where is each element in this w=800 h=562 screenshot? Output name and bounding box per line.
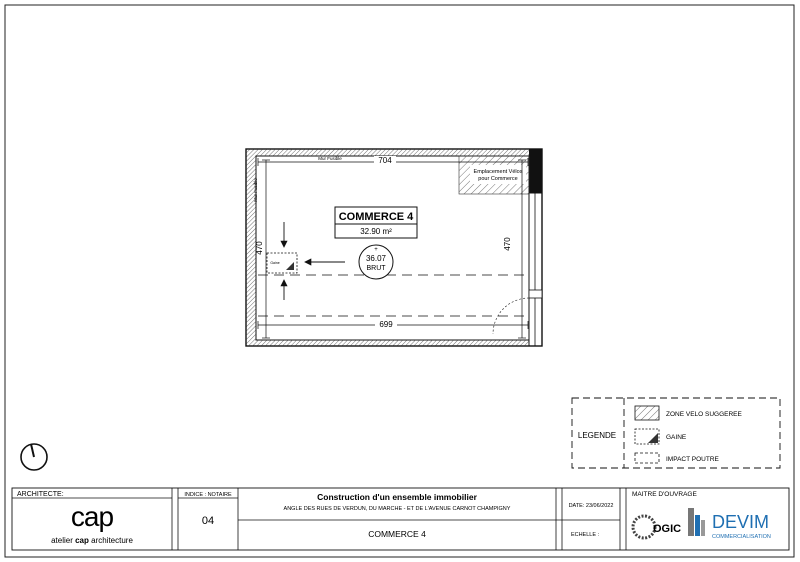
wall-top-label: Mur Fusible bbox=[318, 156, 342, 161]
architect-logo: cap bbox=[70, 501, 114, 532]
devim-logo bbox=[688, 508, 771, 540]
facade-glazing bbox=[529, 193, 542, 346]
gross-area-label: BRUT bbox=[366, 265, 386, 272]
gross-area-plus: + bbox=[374, 247, 378, 253]
dim-right-label: 470 bbox=[503, 237, 512, 251]
gross-area-value: 36.07 bbox=[365, 254, 387, 263]
room-area: 32.90 m² bbox=[360, 227, 392, 236]
facade-pillar bbox=[529, 149, 542, 193]
floor-plan bbox=[246, 149, 542, 346]
legend-item-label: GAINE bbox=[666, 434, 687, 441]
dim-left-label: 470 bbox=[255, 241, 264, 255]
svg-text:OGIC: OGIC bbox=[653, 523, 682, 535]
index-label: INDICE : NOTAIRE bbox=[184, 492, 232, 498]
project-address: ANGLE DES RUES DE VERDUN, DU MARCHE - ET DE L'AVENUE CARNOT CHAMPIGNY bbox=[283, 506, 511, 512]
room-name: COMMERCE 4 bbox=[338, 211, 414, 223]
date-label: DATE: 23/06/2022 bbox=[568, 503, 614, 509]
door-frame bbox=[529, 290, 542, 298]
gaine-label: Gaine bbox=[270, 261, 280, 265]
north-arrow-icon bbox=[21, 444, 47, 470]
dim-bottom-label: 699 bbox=[379, 320, 393, 329]
architect-name: atelier cap architecture bbox=[51, 536, 133, 545]
ogic-logo bbox=[633, 516, 681, 538]
svg-text:COMMERCIALISATION: COMMERCIALISATION bbox=[712, 534, 771, 540]
owner-label: MAITRE D'OUVRAGE bbox=[632, 491, 697, 498]
dim-top-label: 704 bbox=[378, 156, 392, 165]
bike-zone-text-2: pour Commerce bbox=[478, 176, 518, 182]
legend bbox=[572, 398, 780, 468]
dashed-rect-icon bbox=[635, 453, 659, 463]
legend-title: LEGENDE bbox=[577, 431, 617, 440]
legend-item-label: IMPACT POUTRE bbox=[666, 456, 719, 463]
hatched-square-icon bbox=[635, 406, 659, 420]
wall-left-label: Mur Fusible bbox=[253, 178, 258, 202]
bike-zone-text-1: Emplacement Vélos bbox=[473, 169, 523, 175]
scale-label: ECHELLE : bbox=[570, 532, 600, 538]
project-title: Construction d'un ensemble immobilier bbox=[317, 492, 477, 502]
wall-top-fill bbox=[246, 149, 529, 156]
drawing-name: COMMERCE 4 bbox=[368, 529, 426, 539]
architect-label: ARCHITECTE: bbox=[17, 491, 64, 498]
title-block bbox=[12, 488, 789, 550]
svg-text:DEVIM: DEVIM bbox=[712, 512, 770, 532]
legend-item-label: ZONE VELO SUGGEREE bbox=[666, 411, 742, 418]
index-value: 04 bbox=[201, 515, 215, 527]
sheet-border bbox=[5, 5, 794, 557]
wall-bottom-fill bbox=[256, 340, 529, 346]
